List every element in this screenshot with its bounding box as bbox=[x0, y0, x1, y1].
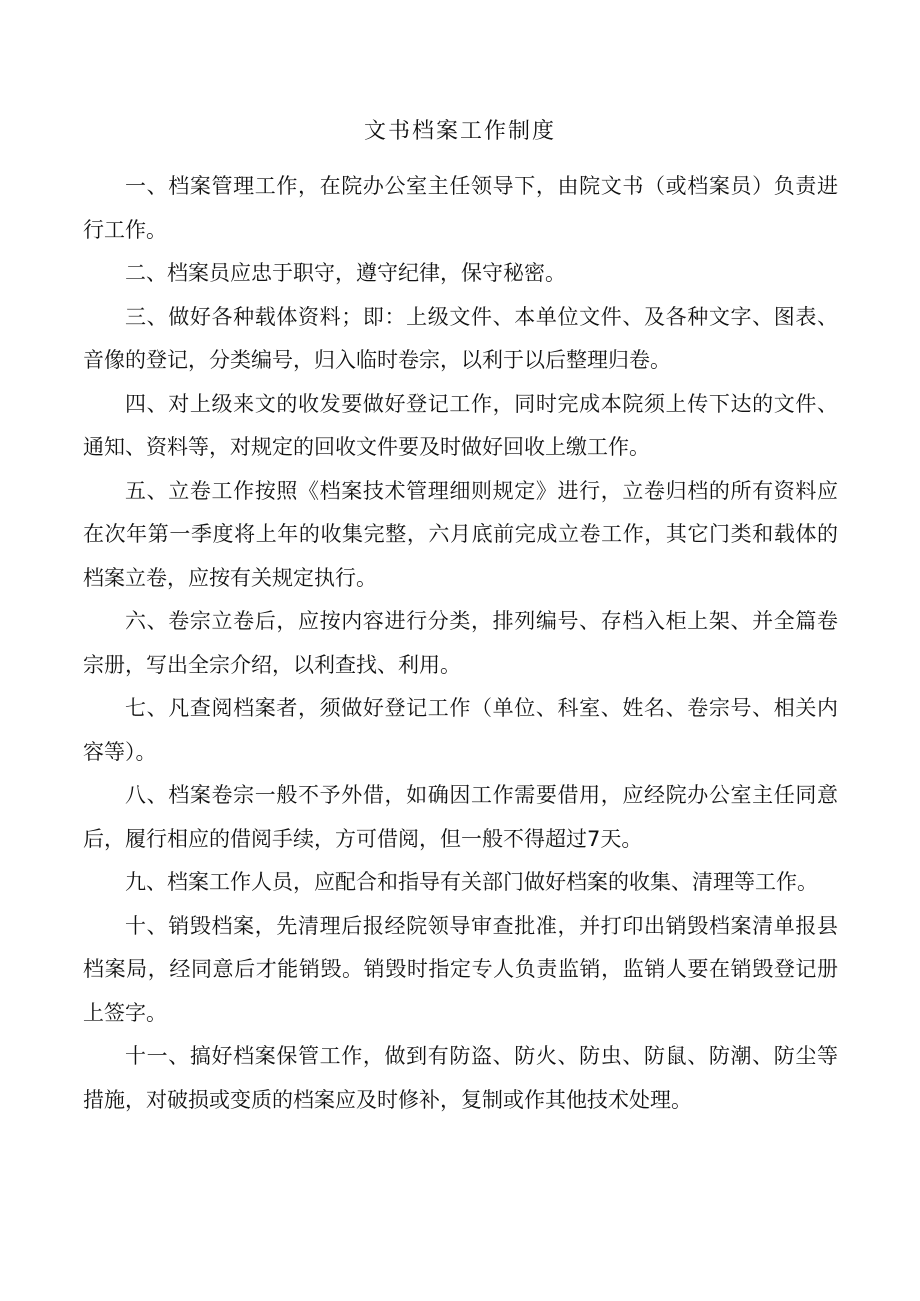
paragraph-1: 一、档案管理工作，在院办公室主任领导下，由院文书（或档案员）负责进行工作。 bbox=[83, 174, 838, 242]
paragraph-5: 五、立卷工作按照《档案技术管理细则规定》进行，立卷归档的所有资料应在次年第一季度将上年的收集完整，六月底前完成立卷工作，其它门类和载体的档案立卷，应按有关规定执行。 bbox=[83, 478, 838, 590]
paragraph-7: 七、凡查阅档案者，须做好登记工作（单位、科室、姓名、卷宗号、相关内容等）。 bbox=[83, 696, 838, 764]
paragraph-2: 二、档案员应忠于职守，遵守纪律，保守秘密。 bbox=[125, 261, 566, 285]
document-title: 文书档案工作制度 bbox=[363, 119, 556, 144]
paragraph-6: 六、卷宗立卷后，应按内容进行分类，排列编号、存档入柜上架、并全篇卷宗册，写出全宗介绍，以利查找、利用。 bbox=[83, 609, 838, 677]
paragraph-11: 十一、搞好档案保管工作，做到有防盗、防火、防虫、防鼠、防潮、防尘等措施，对破损或变质的档案应及时修补，复制或作其他技术处理。 bbox=[83, 1044, 838, 1112]
paragraph-10: 十、销毁档案，先清理后报经院领导审查批准，并打印出销毁档案清单报县档案局，经同意后才能销毁。销毁时指定专人负责监销，监销人要在销毁登记册上签字。 bbox=[83, 913, 838, 1025]
paragraph-9: 九、档案工作人员，应配合和指导有关部门做好档案的收集、清理等工作。 bbox=[125, 870, 818, 894]
document-body bbox=[83, 165, 838, 1122]
paragraph-4: 四、对上级来文的收发要做好登记工作，同时完成本院须上传下达的文件、通知、资料等，对规定的回收文件要及时做好回收上缴工作。 bbox=[83, 391, 838, 459]
paragraph-8: 八、档案卷宗一般不予外借，如确因工作需要借用，应经院办公室主任同意后，履行相应的借阅手续，方可借阅，但一般不得超过7天。 bbox=[83, 783, 838, 851]
paragraph-3: 三、做好各种载体资料；即：上级文件、本单位文件、及各种文字、图表、音像的登记，分类编号，归入临时卷宗，以利于以后整理归卷。 bbox=[83, 304, 838, 372]
